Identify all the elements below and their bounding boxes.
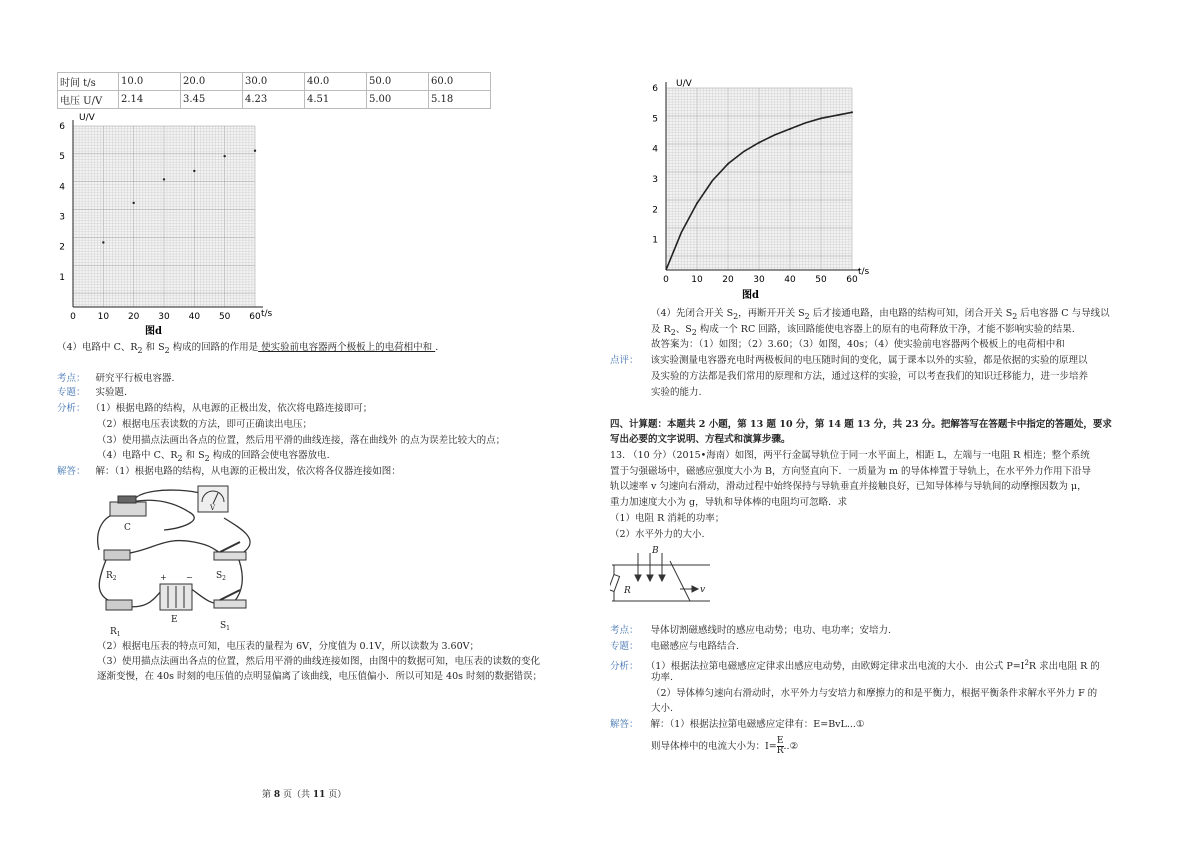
text: . — [435, 342, 439, 353]
circuit-diagram — [94, 480, 269, 640]
text-line: （2）根据电压表的特点可知，电压表的量程为 6V，分度值为 0.1V，所以读数为 3.60V； — [97, 641, 479, 652]
chart-caption: 图d — [742, 290, 759, 301]
text: 第 — [262, 790, 274, 800]
label-tag: 专题： — [610, 641, 639, 652]
label-s2 — [216, 571, 226, 582]
text: （4）电路中 C、R — [97, 450, 178, 461]
question-13-line: 13. （10 分）（2015•海南）如图，两平行金属导轨位于同一水平面上，相距 L，左端与一电阻 R 相连；整个系统 — [610, 450, 1090, 461]
table-cell: 60.0 — [429, 73, 491, 91]
table-cell: 30.0 — [243, 73, 305, 91]
kaodian-line — [610, 624, 891, 638]
label-tag: 分析： — [57, 403, 86, 414]
text: 构成的回路的作用是 — [169, 342, 259, 353]
text: 解：（1）根据法拉第电磁感应定律有：E=BvL... — [650, 719, 856, 730]
text-line — [97, 449, 330, 466]
text: 电磁感应与电路结合. — [650, 641, 740, 652]
text: 、S — [675, 324, 692, 335]
y-axis-label: U/V — [676, 79, 692, 89]
subscript: 2 — [137, 345, 143, 355]
y-tick-label: 3 — [652, 175, 658, 185]
denominator: R — [776, 746, 784, 756]
resistor-r2 — [104, 550, 130, 560]
subscript: 2 — [691, 327, 697, 337]
page-number: 8 — [273, 790, 281, 800]
text-line: 置于匀强磁场中，磁感应强度大小为 B，方向竖直向下．一质量为 m 的导体棒置于导轨上，在水平外力作用下沿导 — [610, 466, 1092, 477]
y-tick-label: 6 — [59, 122, 65, 132]
text: 构成一个 RC 回路，该回路能使电容器上的原有的电荷释放干净，才能不影响实验的结果. — [696, 324, 1075, 335]
kaodian-line — [57, 372, 175, 386]
table-cell: 10.0 — [119, 73, 181, 91]
text-line: （3）使用描点法画出各点的位置，然后用平滑的曲线连接如图，由图中的数据可知，电压表的读数的变化 — [97, 656, 541, 667]
text: R 求出电阻 R 的 — [1028, 661, 1100, 673]
x-tick-label: 40 — [784, 275, 796, 285]
resistor-r1 — [106, 600, 132, 610]
text: S — [220, 621, 227, 631]
label-r: R — [624, 586, 631, 596]
x-tick-label: 50 — [815, 275, 827, 285]
data-point — [132, 202, 134, 204]
text: I= — [765, 741, 777, 752]
x-tick-label: 50 — [218, 312, 231, 322]
subscript: 2 — [1012, 311, 1018, 321]
text-line: 逐渐变慢，在 40s 时刻的电压值的点明显偏离了该曲线，电压值偏小．所以可知是 40s 时刻的数据错误； — [97, 671, 543, 682]
zhuanti-line — [610, 640, 739, 654]
text: R — [106, 571, 113, 581]
data-table — [57, 72, 491, 109]
subscript: 2 — [733, 311, 739, 321]
text: 构成的回路会使电容器放电. — [209, 450, 330, 461]
table-cell: 5.00 — [367, 91, 429, 109]
resistor-r — [610, 574, 620, 591]
y-tick-label: 1 — [59, 272, 65, 283]
table-cell: 4.23 — [243, 91, 305, 109]
y-tick-label: 4 — [652, 144, 658, 155]
text: 和 S — [142, 342, 165, 353]
text: （1）根据法拉第电磁感应定律求出感应电动势，由欧姆定律求出电流的大小．由公式 P=I — [650, 661, 1025, 673]
data-point — [727, 163, 729, 165]
subscript: 2 — [804, 311, 810, 321]
switch-s2 — [214, 542, 246, 560]
text-line: 功率. — [651, 672, 674, 683]
text: R — [110, 627, 117, 637]
label-tag: 专题： — [57, 387, 86, 398]
text: （1）根据电路的结构，从电源的正极出发，依次将电路连接即可； — [95, 403, 373, 414]
y-tick-label: 5 — [652, 114, 658, 125]
y-tick-label: 2 — [652, 205, 658, 216]
page-total: 11 — [312, 790, 326, 800]
text: 研究平行板电容器. — [95, 373, 175, 384]
y-axis-label: U/V — [79, 113, 95, 123]
text: 导体切割磁感线时的感应电动势；电功、电功率；安培力. — [650, 625, 892, 636]
label-v: v — [700, 585, 706, 595]
jieda-line — [610, 718, 864, 732]
dianping-line — [610, 354, 1088, 368]
text-line: 轨以速率 v 匀速向右滑动，滑动过程中始终保持与导轨垂直并接触良好，已知导体棒与导轨间的动摩擦因数为 μ， — [610, 481, 1087, 492]
y-tick-label: 1 — [652, 235, 658, 246]
text-line — [651, 737, 798, 756]
label-tag: 点评： — [610, 355, 639, 366]
table-cell: 50.0 — [367, 73, 429, 91]
text: 则导体棒中的电流大小为： — [651, 741, 766, 752]
table-cell: 2.14 — [119, 91, 181, 109]
table-cell: 电压 U/V — [58, 91, 119, 109]
line-chart-right — [642, 72, 882, 304]
y-tick-label: 2 — [59, 242, 65, 253]
label-tag: 考点： — [57, 373, 86, 384]
circled-number: ② — [789, 741, 799, 752]
text-line: （2）水平外力的大小. — [610, 529, 705, 540]
text-line: 实验的能力. — [651, 387, 702, 398]
circled-number: ① — [855, 719, 865, 730]
label-minus: − — [186, 573, 193, 582]
text: 该实验测量电容器充电时两极板间的电压随时间的变化，属于课本以外的实验，都是依据的实验的原理以 — [650, 355, 1088, 366]
text-line: 重力加速度大小为 g，导轨和导体棒的电阻均可忽略．求 — [610, 497, 848, 508]
text: 及 R — [651, 324, 671, 335]
data-point — [254, 150, 256, 152]
text: S — [216, 571, 223, 581]
x-tick-label: 20 — [722, 275, 734, 285]
subscript: 2 — [164, 345, 170, 355]
x-tick-label: 60 — [846, 275, 858, 285]
label-b: B — [652, 546, 659, 556]
label-tag: 解答： — [57, 466, 86, 477]
table-cell: 20.0 — [181, 73, 243, 91]
chart-caption: 图d — [145, 326, 162, 337]
data-point — [696, 202, 698, 204]
jieda-line — [57, 465, 401, 479]
label-tag: 解答： — [610, 719, 639, 730]
data-point — [102, 241, 104, 243]
x-tick-label: 0 — [663, 275, 669, 285]
text: 解：（1）根据电路的结构，从电源的正极出发，依次将各仪器连接如图： — [95, 466, 401, 477]
table-cell: 5.18 — [429, 91, 491, 109]
text: 页） — [325, 790, 347, 800]
text: .. — [783, 741, 790, 752]
label-tag: 分析： — [610, 661, 639, 673]
capacitor — [110, 502, 146, 516]
superscript: 2 — [1024, 659, 1029, 667]
text: 后电容器 C 与导线以 — [1017, 308, 1110, 319]
label-v: V — [210, 504, 216, 512]
zhuanti-line — [57, 386, 127, 400]
table-row — [58, 91, 491, 109]
table-row — [58, 73, 491, 91]
data-point — [789, 128, 791, 130]
x-tick-label: 0 — [70, 312, 76, 322]
x-tick-label: 40 — [188, 312, 201, 322]
section-heading: 四、计算题：本题共 2 小题，第 13 题 10 分，第 14 题 13 分，共 23 分。把解答写在答题卡中指定的答题处，要求 — [610, 419, 1112, 430]
y-tick-label: 4 — [59, 182, 65, 193]
table-cell: 时间 t/s — [58, 73, 119, 91]
label-s1 — [220, 621, 230, 632]
text: （4）电路中 C、R — [57, 342, 138, 353]
label-plus: + — [160, 573, 167, 582]
subscript: 2 — [112, 575, 117, 582]
fraction — [777, 737, 784, 756]
text-line — [651, 307, 1110, 324]
y-tick-label: 6 — [652, 84, 658, 94]
text-line: （3）使用描点法画出各点的位置，然后用平滑的曲线连接，落在曲线外 的点为误差比较大的点； — [97, 435, 506, 446]
text-line: 及实验的方法都是我们常用的原理和方法，通过这样的实验，可以考查我们的知识迁移能力，进一步培养 — [651, 371, 1089, 382]
fenxi-line — [610, 656, 1100, 674]
switch-s1 — [214, 590, 246, 608]
label-e: E — [171, 615, 178, 625]
table-cell: 4.51 — [305, 91, 367, 109]
text: ，再断开开关 S — [738, 308, 805, 319]
table-cell: 3.45 — [181, 91, 243, 109]
label-c: C — [124, 523, 131, 533]
subscript: 1 — [226, 625, 230, 632]
data-point — [758, 142, 760, 144]
x-tick-label: 30 — [158, 312, 170, 322]
fenxi-line — [57, 402, 372, 416]
rail-figure — [610, 545, 720, 605]
section-heading: 写出必要的文字说明、方程式和演算步骤。 — [610, 434, 791, 445]
label-r1 — [110, 627, 121, 638]
x-tick-label: 30 — [753, 275, 765, 285]
x-tick-label: 10 — [691, 275, 703, 285]
x-tick-label: 20 — [127, 312, 140, 322]
answer-line: 故答案为：（1）如图；（2）3.60；（3）如图，40s；（4）使实验前电容器两个极板上的电荷相中和 — [651, 339, 1065, 350]
answer-underlined: 使实验前电容器两个极板上的电荷相中和 — [258, 342, 436, 353]
data-point — [223, 155, 225, 157]
data-point — [851, 111, 853, 113]
data-point — [193, 170, 195, 172]
x-axis-label: t/s — [858, 267, 870, 277]
subscript: 2 — [177, 453, 183, 463]
y-tick-label: 5 — [59, 152, 65, 163]
page-footer — [262, 788, 346, 802]
question-4-line — [57, 341, 438, 358]
numerator: E — [776, 736, 784, 746]
data-point — [820, 117, 822, 119]
x-tick-label: 60 — [249, 312, 261, 322]
formula — [765, 737, 798, 756]
x-axis-label: t/s — [261, 309, 273, 319]
data-point — [163, 178, 165, 180]
text: 和 S — [182, 450, 205, 461]
text: 后才接通电路，由电路的结构可知，闭合开关 S — [809, 308, 1013, 319]
text: 实验题. — [95, 387, 128, 398]
y-tick-label: 3 — [59, 212, 65, 223]
text: （4）先闭合开关 S — [651, 308, 734, 319]
text: 页（共 — [280, 790, 313, 800]
label-r2 — [106, 571, 117, 582]
subscript: 2 — [204, 453, 210, 463]
text-line: （1）电阻 R 消耗的功率； — [610, 513, 725, 524]
label-tag: 考点： — [610, 625, 639, 636]
subscript: 1 — [116, 631, 121, 638]
subscript: 2 — [222, 575, 226, 582]
scatter-chart-left — [55, 108, 285, 338]
table-cell: 40.0 — [305, 73, 367, 91]
text-line: （2）导体棒匀速向右滑动时，水平外力与安培力和摩擦力的和是平衡力，根据平衡条件求解水平外力 F 的 — [651, 688, 1098, 699]
subscript: 2 — [670, 327, 676, 337]
text-line: （2）根据电压表读数的方法，即可正确读出电压； — [97, 419, 313, 430]
text-line: 大小. — [651, 703, 674, 714]
battery — [160, 584, 192, 610]
x-tick-label: 10 — [97, 312, 110, 322]
